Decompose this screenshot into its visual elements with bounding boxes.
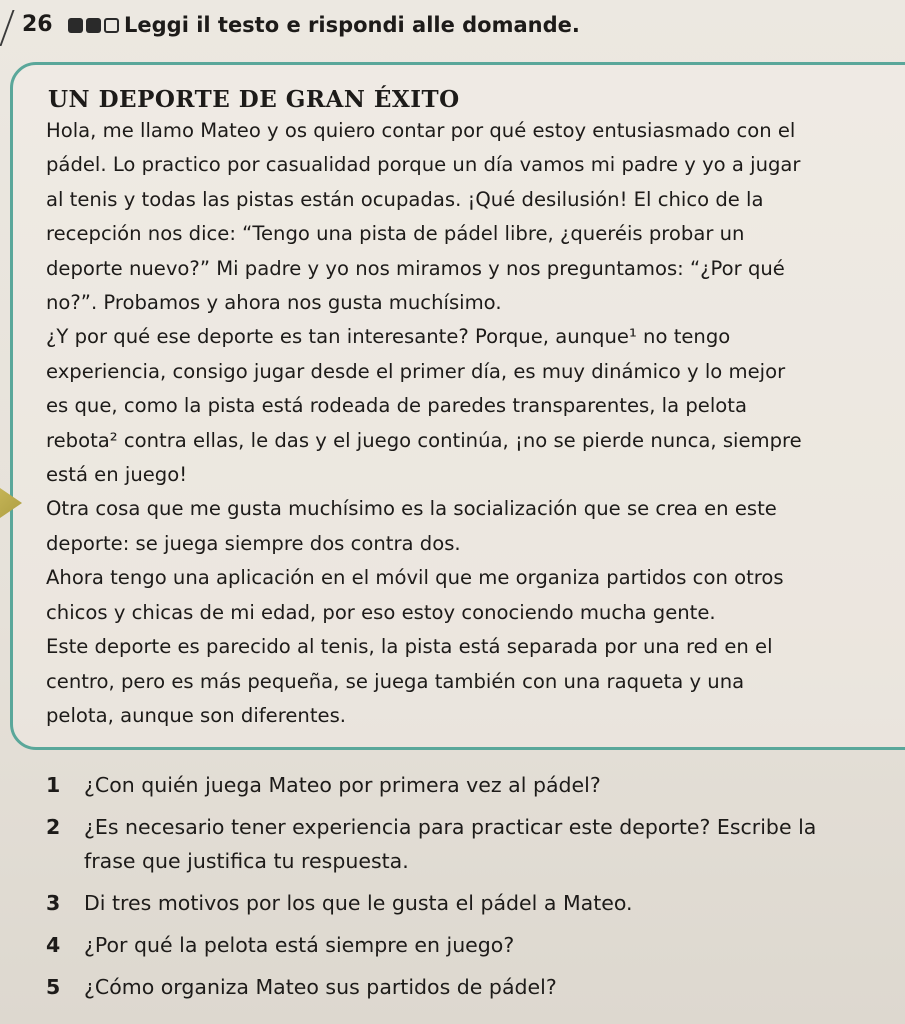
- article-line: centro, pero es más pequeña, se juega también con una raqueta y una: [46, 669, 745, 693]
- article-line: Otra cosa que me gusta muchísimo es la socialización que se crea en este: [46, 497, 777, 521]
- article-line: es que, como la pista está rodeada de paredes transparentes, la pelota: [46, 394, 747, 418]
- question-item: [46, 970, 896, 1004]
- exercise-number: 26: [22, 12, 53, 37]
- question-line: ¿Es necesario tener experiencia para practicar este deporte? Escribe la: [84, 815, 817, 839]
- question-text: [84, 810, 896, 878]
- question-number: 2: [46, 815, 61, 839]
- article-line: está en juego!: [46, 463, 188, 487]
- article-line: experiencia, consigo jugar desde el primer día, es muy dinámico y lo mejor: [46, 359, 786, 383]
- difficulty-square-empty: [104, 18, 119, 33]
- article-paragraph: [46, 320, 894, 492]
- question-number: 1: [46, 773, 61, 797]
- question-item: [46, 928, 896, 962]
- question-line: ¿Por qué la pelota está siempre en juego?: [84, 933, 515, 957]
- question-number: 5: [46, 975, 61, 999]
- article-line: Hola, me llamo Mateo y os quiero contar por qué estoy entusiasmado con el: [46, 119, 796, 142]
- article-line: Este deporte es parecido al tenis, la pista está separada por una red en el: [46, 635, 773, 659]
- article-line: rebota² contra ellas, le das y el juego continúa, ¡no se pierde nunca, siempre: [46, 428, 802, 452]
- difficulty-indicator: [68, 18, 119, 33]
- question-line: ¿Cómo organiza Mateo sus partidos de pádel?: [84, 975, 557, 999]
- question-number: 4: [46, 933, 61, 957]
- question-line: frase que justifica tu respuesta.: [84, 849, 409, 873]
- article-line: recepción nos dice: “Tengo una pista de pádel libre, ¿queréis probar un: [46, 222, 745, 246]
- question-line: Di tres motivos por los que le gusta el pádel a Mateo.: [84, 891, 633, 915]
- question-text: [84, 928, 896, 962]
- question-line: ¿Con quién juega Mateo por primera vez al pádel?: [84, 773, 601, 797]
- question-text: [84, 768, 896, 802]
- article-line: chicos y chicas de mi edad, por eso estoy conociendo mucha gente.: [46, 600, 716, 624]
- question-number: 3: [46, 891, 61, 915]
- article-paragraph: [46, 114, 894, 320]
- article-line: pelota, aunque son diferentes.: [46, 703, 347, 727]
- article-line: pádel. Lo practico por casualidad porque un día vamos mi padre y yo a jugar: [46, 153, 801, 177]
- question-item: [46, 768, 896, 802]
- article-paragraph: [46, 630, 894, 733]
- article-body: [46, 114, 894, 733]
- article-line: deporte: se juega siempre dos contra dos.: [46, 531, 461, 555]
- questions-list: [46, 768, 896, 1012]
- article-line: al tenis y todas las pistas están ocupadas. ¡Qué desilusión! El chico de la: [46, 187, 764, 211]
- exercise-instruction: Leggi il testo e rispondi alle domande.: [124, 13, 580, 37]
- question-item: [46, 886, 896, 920]
- difficulty-square-filled: [68, 18, 83, 33]
- question-item: [46, 810, 896, 878]
- article-line: ¿Y por qué ese deporte es tan interesante? Porque, aunque¹ no tengo: [46, 325, 731, 349]
- article-paragraph: [46, 492, 894, 561]
- article-paragraph: [46, 561, 894, 630]
- difficulty-square-filled: [86, 18, 101, 33]
- article-line: Ahora tengo una aplicación en el móvil que me organiza partidos con otros: [46, 566, 784, 590]
- article-line: no?”. Probamos y ahora nos gusta muchísimo.: [46, 291, 502, 315]
- question-text: [84, 970, 896, 1004]
- article-line: deporte nuevo?” Mi padre y yo nos miramos y nos preguntamos: “¿Por qué: [46, 256, 785, 280]
- question-text: [84, 886, 896, 920]
- article-title: UN DEPORTE DE GRAN ÉXITO: [48, 86, 460, 113]
